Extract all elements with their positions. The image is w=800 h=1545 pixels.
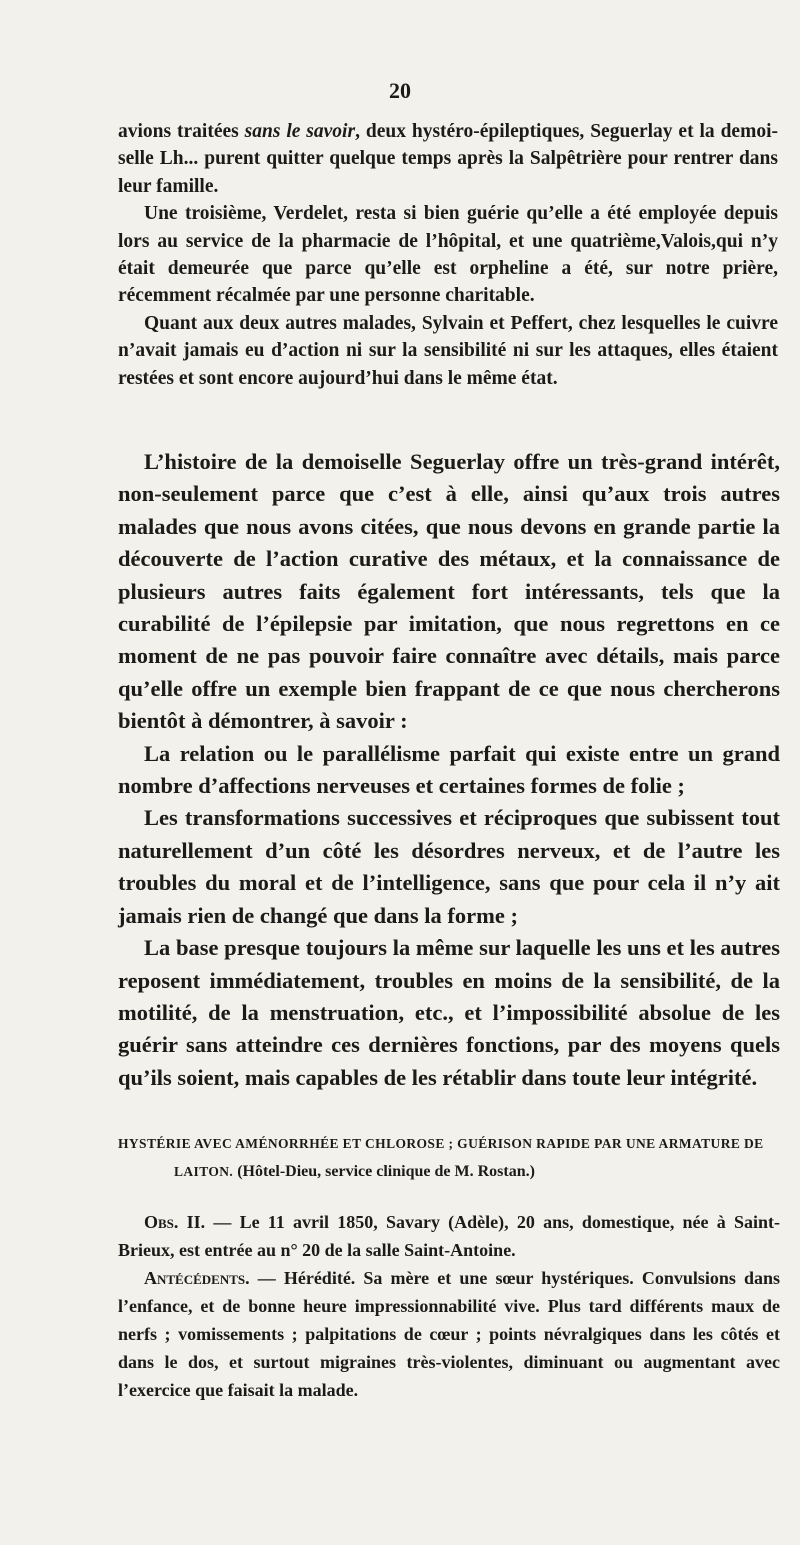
paragraph: Quant aux deux autres malades, Sylvain et Peffert, chez lesquelles le cuivre n’avait jamais eu d’action ni sur la sensibilité ni sur les attaques, elles étaient restées et sont encore aujourd’hui dans le même état.	[118, 312, 778, 389]
section-heading	[118, 1130, 780, 1186]
paragraph: La base presque toujours la même sur laquelle les uns et les autres reposent immédiatement, troubles en moins de la sensibilité, de la motilité, de la menstruation, etc., et l’impossibilité absolue de les guérir sans atteindre ces dernières fonctions, par des moyens quels qu’ils soient, mais capables de les rétablir dans toute leur intégrité.	[118, 935, 780, 1090]
paragraph-continuation: avions traitées sans le savoir, deux hystéro-épileptiques, Seguerlay et la demoiselle Lh... purent quitter quelque temps après la Salpêtrière pour rentrer dans leur famille.	[118, 121, 778, 197]
paragraph: L’histoire de la demoiselle Seguerlay offre un très-grand intérêt, non-seulement parce que c’est à elle, ainsi qu’aux trois autres malades que nous avons citées, que nous devons en grande partie la découverte de l’action curative des métaux, et la connaissance de plusieurs autres faits également fort intéressants, tels que la curabilité de l’épilepsie par imitation, que nous regrettons en ce moment de ne pas pouvoir faire connaître avec détails, mais parce qu’elle offre un exemple bien frappant de ce que nous chercherons bientôt à démontrer, à savoir :	[118, 449, 780, 734]
opening-text	[118, 118, 778, 392]
observation-label: Obs.	[144, 1212, 179, 1232]
observation-paragraph: Obs. II. — Le 11 avril 1850, Savary (Adèle), 20 ans, domestique, née à Saint-Brieux, est entrée au n° 20 de la salle Saint-Antoine.	[118, 1212, 780, 1260]
antecedents-label: Antécédents.	[144, 1268, 250, 1288]
antecedents-paragraph: Antécédents. — Hérédité. Sa mère et une sœur hystériques. Convulsions dans l’enfance, et de bonne heure impressionnabilité vive. Plus tard différents maux de nerfs ; vomissements ; palpitations de cœur ; points névralgiques dans les côtés et dans le dos, et surtout migraines très-violentes, diminuant ou augmentant avec l’exercice que faisait la malade.	[118, 1268, 780, 1400]
page-number: 20	[389, 78, 411, 103]
heading-caps-line: HYSTÉRIE AVEC AMÉNORRHÉE ET CHLOROSE ; GUÉRISON RAPIDE PAR UNE ARMATURE DE	[118, 1136, 764, 1151]
heading-line-2: LAITON. (Hôtel-Dieu, service clinique de M. Rostan.)	[174, 1163, 535, 1180]
italic-phrase: sans le savoir	[244, 121, 356, 142]
case-text	[118, 1208, 780, 1404]
main-text	[118, 446, 780, 1094]
paragraph: Une troisième, Verdelet, resta si bien guérie qu’elle a été employée depuis lors au service de la pharmacie de l’hôpital, et une quatrième,Valois,qui n’y était demeurée que parce qu’elle est orpheline a été, sur notre prière, récemment récalmée par une personne charitable.	[118, 203, 778, 307]
paragraph: La relation ou le parallélisme parfait qui existe entre un grand nombre d’affections nerveuses et certaines formes de folie ;	[118, 740, 780, 799]
paragraph: Les transformations successives et réciproques que subissent tout naturellement d’un côté les désordres nerveux, et de l’autre les troubles du moral et de l’intelligence, sans que pour cela il n’y ait jamais rien de changé que dans la forme ;	[118, 805, 780, 928]
